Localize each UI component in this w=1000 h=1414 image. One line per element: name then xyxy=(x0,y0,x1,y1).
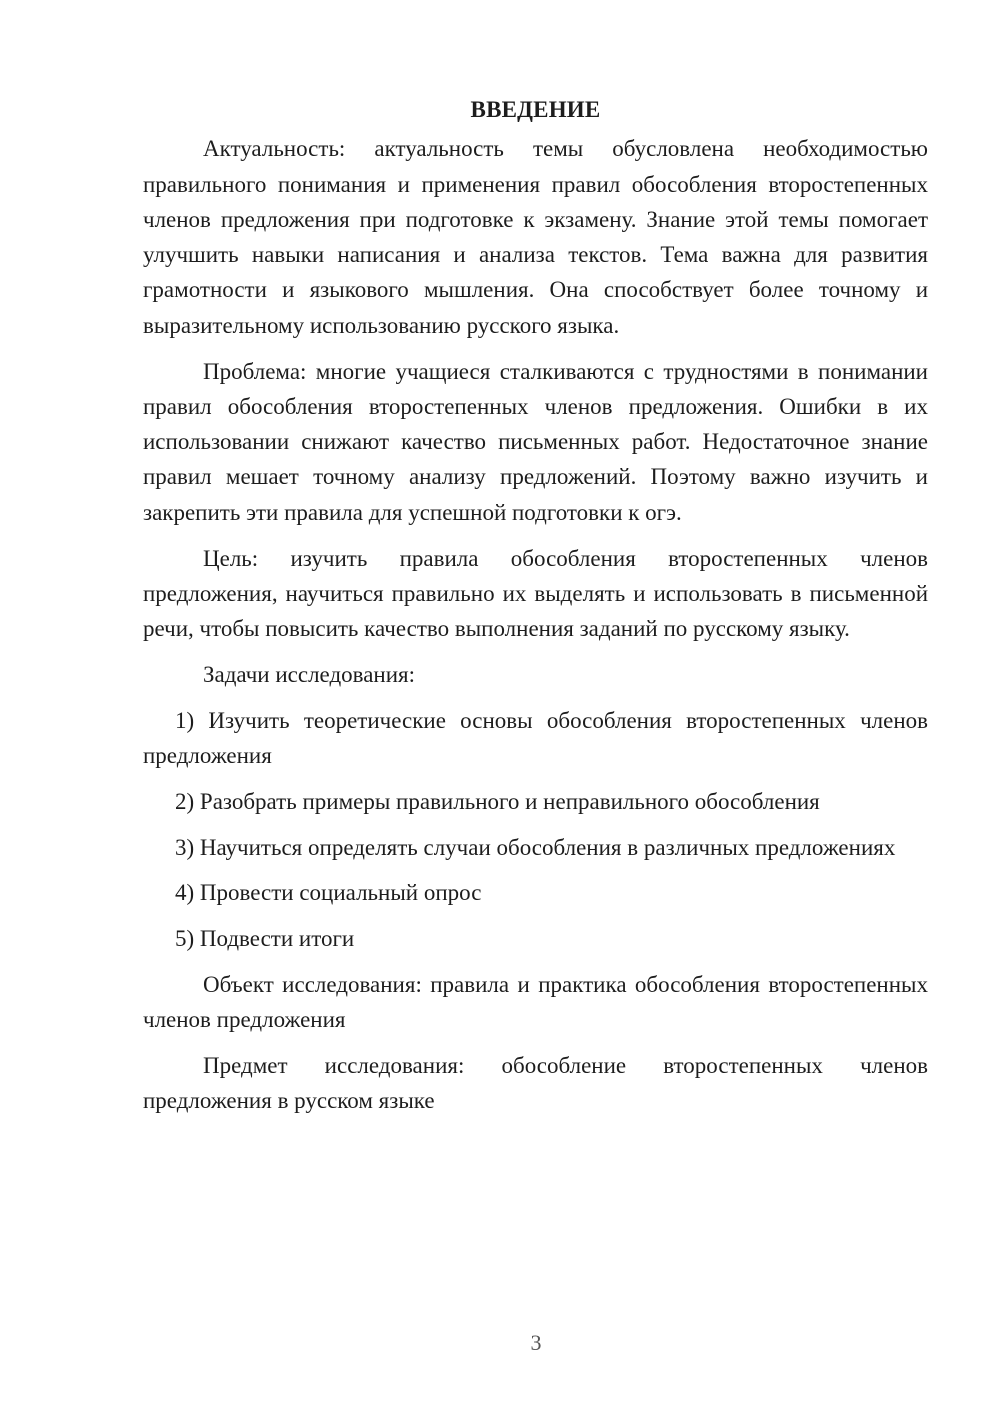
task-item-1: 1) Изучить теоретические основы обособления второстепенных членов предложения xyxy=(143,707,928,769)
task-item-3: 3) Научиться определять случаи обособления в различных предложениях xyxy=(175,834,896,860)
task-item-5: 5) Подвести итоги xyxy=(175,926,355,952)
page-content xyxy=(143,92,928,1129)
problem-paragraph: Проблема: многие учащиеся сталкиваются с трудностями в понимании правил обособления второстепенных членов предложения. Ошибки в их использовании снижают качество письменных работ. Недостаточное знание правил мешает точному анализу предложений. Поэтому важно изучить и закрепить эти правила для успешной подготовки к огэ. xyxy=(143,358,928,525)
tasks-heading: Задачи исследования: xyxy=(203,661,416,687)
research-object-paragraph: Объект исследования: правила и практика обособления второстепенных членов предложения xyxy=(143,972,928,1033)
section-title: ВВЕДЕНИЕ xyxy=(470,97,601,122)
research-subject-paragraph: Предмет исследования: обособление второстепенных членов предложения в русском языке xyxy=(143,1053,928,1114)
task-item-2: 2) Разобрать примеры правильного и неправильного обособления xyxy=(175,788,820,814)
task-item-4: 4) Провести социальный опрос xyxy=(175,880,482,906)
page-number: 3 xyxy=(530,1330,542,1355)
goal-paragraph: Цель: изучить правила обособления второстепенных членов предложения, научиться правильно их выделять и использовать в письменной речи, чтобы повысить качество выполнения заданий по русскому языку. xyxy=(143,545,928,642)
relevance-paragraph: Актуальность: актуальность темы обусловлена необходимостью правильного понимания и применения правил обособления второстепенных членов предложения при подготовке к экзамену. Знание этой темы помогает улучшить навыки написания и анализа текстов. Тема важна для развития грамотности и языкового мышления. Она способствует более точному и выразительному использованию русского языка. xyxy=(143,136,928,338)
